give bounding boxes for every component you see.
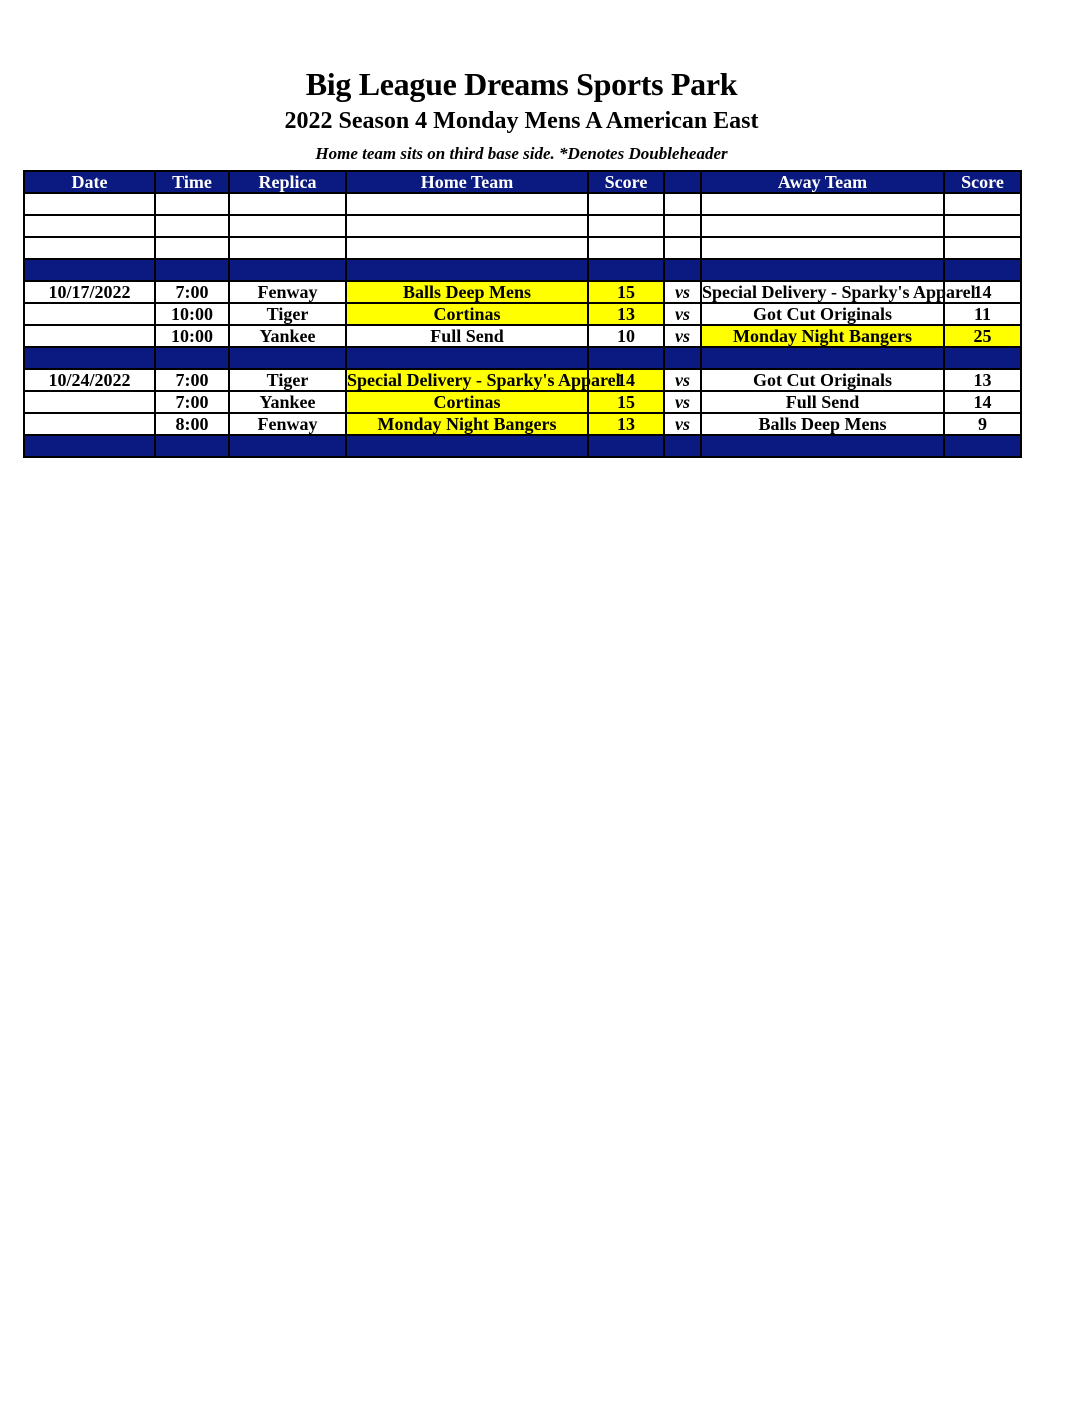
- game-time: 7:00: [155, 281, 229, 303]
- game-field: Tiger: [229, 369, 346, 391]
- home-team: Cortinas: [346, 391, 588, 413]
- col-time: Time: [155, 171, 229, 193]
- vs-label: vs: [664, 281, 701, 303]
- game-row: [24, 391, 1021, 413]
- game-time: 7:00: [155, 391, 229, 413]
- header-row: [24, 171, 1021, 193]
- game-row: [24, 281, 1021, 303]
- home-score: 10: [588, 325, 664, 347]
- away-score: 14: [944, 391, 1021, 413]
- away-team: Got Cut Originals: [701, 369, 944, 391]
- game-time: 8:00: [155, 413, 229, 435]
- game-field: Fenway: [229, 413, 346, 435]
- away-score: 25: [944, 325, 1021, 347]
- empty-row: [24, 237, 1021, 259]
- game-row: [24, 369, 1021, 391]
- home-score: 15: [588, 391, 664, 413]
- home-score: 14: [588, 369, 664, 391]
- home-score: 13: [588, 303, 664, 325]
- home-team: Cortinas: [346, 303, 588, 325]
- col-away-team: Away Team: [701, 171, 944, 193]
- vs-label: vs: [664, 303, 701, 325]
- game-row: [24, 303, 1021, 325]
- vs-label: vs: [664, 413, 701, 435]
- away-team: Monday Night Bangers: [701, 325, 944, 347]
- game-field: Yankee: [229, 391, 346, 413]
- game-field: Fenway: [229, 281, 346, 303]
- empty-row: [24, 193, 1021, 215]
- col-home-team: Home Team: [346, 171, 588, 193]
- away-team: Got Cut Originals: [701, 303, 944, 325]
- home-team: Full Send: [346, 325, 588, 347]
- home-team: Special Delivery - Sparky's Apparel: [347, 370, 621, 390]
- home-score: 13: [588, 413, 664, 435]
- game-date: 10/24/2022: [24, 369, 155, 391]
- game-row: [24, 413, 1021, 435]
- game-time: 10:00: [155, 325, 229, 347]
- away-team: Special Delivery - Sparky's Apparel: [702, 282, 976, 302]
- game-date: [24, 413, 155, 435]
- vs-label: vs: [664, 325, 701, 347]
- home-score: 15: [588, 281, 664, 303]
- game-date: 10/17/2022: [24, 281, 155, 303]
- separator-row: [24, 259, 1021, 281]
- game-time: 10:00: [155, 303, 229, 325]
- vs-label: vs: [664, 391, 701, 413]
- away-team: Full Send: [701, 391, 944, 413]
- game-field: Yankee: [229, 325, 346, 347]
- game-date: [24, 391, 155, 413]
- separator-row: [24, 435, 1021, 457]
- away-score: 11: [944, 303, 1021, 325]
- col-home-score: Score: [588, 171, 664, 193]
- doubleheader-note: Home team sits on third base side. *Denotes Doubleheader: [315, 144, 728, 163]
- game-date: [24, 303, 155, 325]
- game-row: [24, 325, 1021, 347]
- away-team: Balls Deep Mens: [701, 413, 944, 435]
- col-away-score: Score: [944, 171, 1021, 193]
- vs-label: vs: [664, 369, 701, 391]
- page-title: Big League Dreams Sports Park: [305, 66, 738, 102]
- game-date: [24, 325, 155, 347]
- schedule-table: [23, 170, 1022, 458]
- col-vs: [664, 171, 701, 193]
- col-date: Date: [24, 171, 155, 193]
- home-team: Monday Night Bangers: [346, 413, 588, 435]
- away-score: 9: [944, 413, 1021, 435]
- away-score: 14: [944, 281, 1021, 303]
- separator-row: [24, 347, 1021, 369]
- empty-row: [24, 215, 1021, 237]
- game-field: Tiger: [229, 303, 346, 325]
- league-subtitle: 2022 Season 4 Monday Mens A American East: [284, 108, 759, 134]
- col-replica: Replica: [229, 171, 346, 193]
- away-score: 13: [944, 369, 1021, 391]
- home-team: Balls Deep Mens: [346, 281, 588, 303]
- game-time: 7:00: [155, 369, 229, 391]
